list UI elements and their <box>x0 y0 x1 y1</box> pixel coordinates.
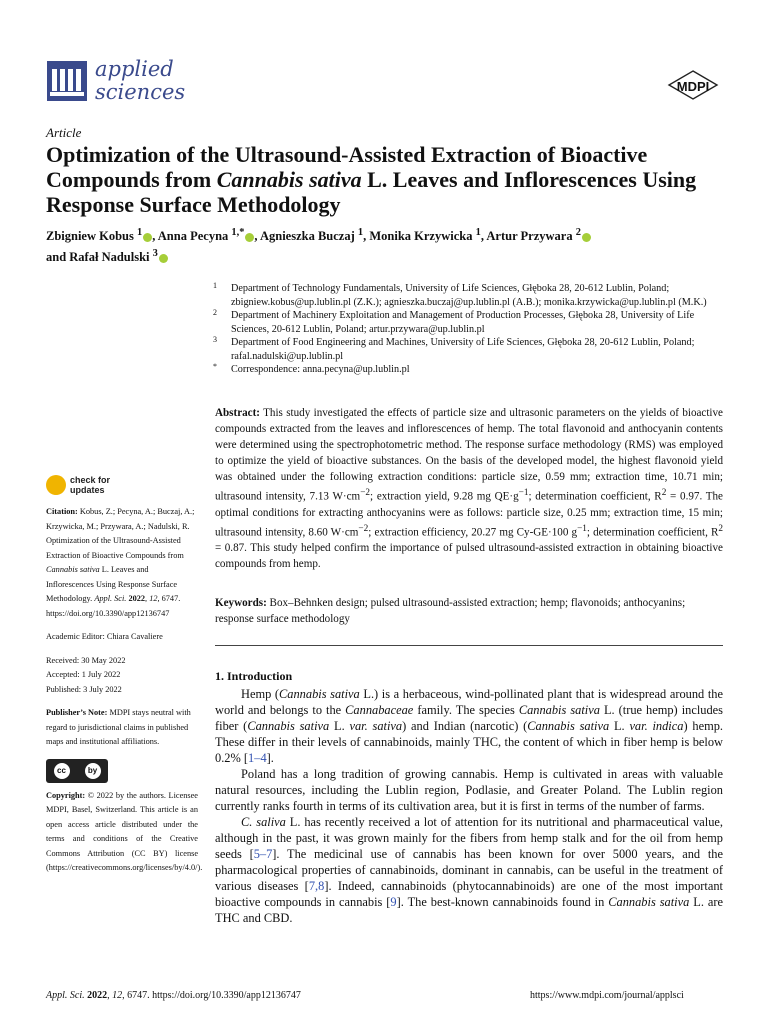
author: Agnieszka Buczaj <box>259 229 355 244</box>
reference-link[interactable]: 1–4 <box>248 751 267 765</box>
journal-logo-icon <box>46 60 88 102</box>
reference-link[interactable]: 5–7 <box>253 847 273 861</box>
affiliations <box>215 282 715 377</box>
affiliation: 3 Department of Food Engineering and Machines, University of Life Sciences, Głęboka 28, 20-612 Lublin, Poland; rafal.nadulski@up.lublin.pl <box>213 335 695 362</box>
check-updates-icon <box>46 475 66 495</box>
cc-by-license-icon[interactable]: cc by <box>46 759 108 783</box>
paragraph: Poland has a long tradition of growing cannabis. Hemp is cultivated in areas with valuable natural resources, including the Lublin region, Podlasie, and Greater Poland. The Lublin region currently ranks fourth in terms of its cultivation area, but it is first in terms of the number of farms. <box>215 767 723 813</box>
reference-link[interactable]: 7,8 <box>308 879 325 893</box>
publisher-note: Publisher’s Note: MDPI stays neutral with regard to jurisdictional claims in published maps and institutional affiliations. <box>46 708 191 746</box>
orcid-icon[interactable] <box>159 254 168 263</box>
footer-citation: Appl. Sci. 2022, 12, 6747. https://doi.org/10.3390/app12136747 <box>46 990 301 1001</box>
author: Artur Przywara <box>486 229 573 244</box>
affiliation: 1 Department of Technology Fundamentals, University of Life Sciences, Głęboka 28, 20-612 Lublin, Poland; zbigniew.kobus@up.lublin.pl (Z.K.); agnieszka.buczaj@up.lublin.pl (A.B.); monika.krzywicka@up.lublin.pl (M.K.) <box>213 281 707 308</box>
orcid-icon[interactable] <box>245 233 254 242</box>
paragraph: C. saliva L. has recently received a lot of attention for its nutritional and pharmaceutical value, although in the past, it was grown mainly for the fibers from hemp stalk and for the oil from hemp seeds [5–7]. The medicinal use of cannabis has been known for over 5000 years, and the pharmacological properties of cannabinoids, dominant in cannabis, can be useful in the treatment of various diseases [7,8]. Indeed, cannabinoids (phytocannabinoids) are one of the most important bioactive compounds in cannabis [9]. The best-known cannabinoids found in Cannabis sativa L. are THC and CBD. <box>215 815 723 925</box>
orcid-icon[interactable] <box>143 233 152 242</box>
affiliation: 2 Department of Machinery Exploitation and Management of Production Processes, Głęboka 28, University of Life Sciences, 20-612 Lublin, Poland; artur.przywara@up.lublin.pl <box>213 308 695 335</box>
journal-name: applied sciences <box>95 57 186 104</box>
author: Monika Krzywicka <box>369 229 473 244</box>
author: Anna Pecyna <box>157 229 229 244</box>
citation: Citation: Kobus, Z.; Pecyna, A.; Buczaj, A.; Krzywicka, M.; Przywara, A.; Nadulski, R. Optimization of the Ultrasound-Assisted Extraction of Bioactive Compounds from Cannabis sativa L. Leaves and Inflorescences Using Response Surface Methodology. Appl. Sci. 2022, 12, 6747. https://doi.org/10.3390/app12136747 <box>46 507 195 618</box>
sidebar <box>46 475 203 885</box>
mdpi-logo[interactable] <box>667 70 719 100</box>
publisher-name: MDPI <box>676 79 710 94</box>
abstract: Abstract: This study investigated the effects of particle size and ultrasonic parameters on the yields of bioactive compounds extracted from the leaves and inflorescences of hemp. The total flavonoid and anthocyanin contents were determined using the spectrophotometric method. The response surface methodology (RMS) was employed to optimize the yield of bioactive substances. On the basis of the developed model, the highest flavonoid yield was obtained under the following extraction conditions: particle size, 0.59 mm; extraction time, 10.71 min; ultrasound intensity, 7.13 $W\cdot cm^{-2}$; extraction yield, 9.28 mg $QE\cdot g^{-1}$; determination coefficient, $R^2 = 0.97$. The optimal conditions for extracting anthocyanins were as follows: particle size, 0.25 mm; extraction time, 15 min; ultrasound intensity, 8.60 $W\cdot cm^{-2}$; extraction efficiency, 20.27 mg Cy-GE·100 $g^{-1}$; determination coefficient, $R^2 = 0.87$. This study helped confirm the importance of pulsed ultrasound-assisted extraction in obtaining bioactive compounds from hemp. <box>215 407 723 571</box>
received-date: Received: 30 May 2022 <box>46 655 126 665</box>
check-for-updates-button[interactable]: check for updates <box>46 475 198 495</box>
journal-url-link[interactable]: https://www.mdpi.com/journal/applsci <box>530 990 684 1001</box>
orcid-icon[interactable] <box>582 233 591 242</box>
published-date: Published: 3 July 2022 <box>46 684 122 694</box>
correspondence: * Correspondence: anna.pecyna@up.lublin.pl <box>213 362 410 375</box>
accepted-date: Accepted: 1 July 2022 <box>46 670 121 679</box>
academic-editor: Academic Editor: Chiara Cavaliere <box>46 632 163 641</box>
article-type: Article <box>46 125 82 140</box>
author: Rafał Nadulski <box>69 250 150 265</box>
section-divider <box>215 645 723 646</box>
author-list: Zbigniew Kobus $^1$ , Anna Pecyna $^{1,*}$ , Agnieszka Buczaj $^1$, Monika Krzywicka $^1$, Artur Przywara $^2$ and Rafał Nadulski $^3$ <box>46 224 736 266</box>
section-heading: 1. Introduction <box>215 669 293 683</box>
author: Zbigniew Kobus <box>46 229 134 244</box>
paragraph: Hemp (Cannabis sativa L.) is a herbaceous, wind-pollinated plant that is widespread around the world and belongs to the Cannabaceae family. The species Cannabis sativa L. (true hemp) includes fiber (Cannabis sativa L. var. sativa) and Indian (narcotic) (Cannabis sativa L. var. indica) hemp. These differ in their levels of cannabinoids, mainly THC, the content of which in fiber hemp is below 0.2% [1–4]. <box>215 687 724 765</box>
reference-link[interactable]: 9 <box>390 895 397 909</box>
keywords: Keywords: Box–Behnken design; pulsed ultrasound-assisted extraction; hemp; flavonoids; anthocyanins; response surface methodology <box>215 597 686 625</box>
copyright: Copyright: © 2022 by the authors. Licensee MDPI, Basel, Switzerland. This article is an open access article distributed under the terms and conditions of the Creative Commons Attribution (CC BY) license (https://creativecommons.org/licenses/by/4.0/). <box>46 790 203 872</box>
paper-title: Optimization of the Ultrasound-Assisted Extraction of Bioactive Compounds from Cannabis sativa L. Leaves and Inflorescences Using Response Surface Methodology <box>46 142 697 217</box>
introduction-body <box>215 686 723 926</box>
